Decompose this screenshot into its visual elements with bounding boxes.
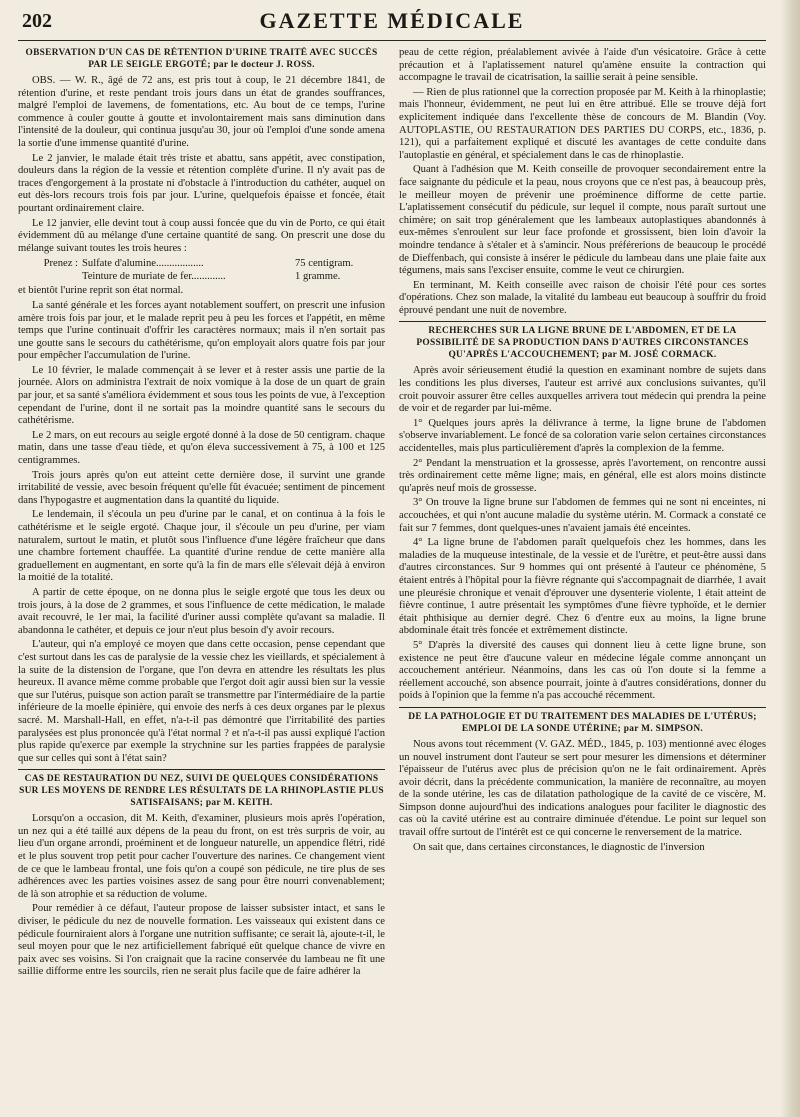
journal-title: GAZETTE MÉDICALE [259,8,525,33]
paragraph: L'auteur, qui n'a employé ce moyen que dans cette occasion, pense cependant que c'est surtout dans les cas de paralysie de la vessie chez les vieillards, et spécialement à la suite de la distension de l'organe, que l'on devra en attendre les résultats les plus heureux. Il avance même comme probable que l'ergot doit agir aussi bien sur la vessie que sur l'utérus, puisque son action paraît se transmettre par l'intermédiaire de la partie inférieure de la moelle épinière, qui envoie des nerfs à ces deux organes par le plexus sacré. M. Marshall-Hall, en effet, n'a-t-il pas démontré que l'irritabilité des parties paralysées est plus prononcée qu'à l'état normal ? et n'a-t-il pas aussi expliqué l'action plus rapide qu'exerce par exemple la strychnine sur les parties frappées de paralysie que sur celles qui sont à l'état sain? [18,639,385,764]
paragraph: 2° Pendant la menstruation et la grossesse, après l'avortement, on rencontre aussi très ordinairement cette même ligne; mais, en général, elle est alors moins distincte qu'après neuf mois de grossesse. [399,457,766,494]
right-column [399,47,766,1107]
paragraph: Nous avons tout récemment (V. GAZ. MÉD., 1845, p. 103) mentionné avec éloges un nouvel instrument dont l'auteur se sert pour mesurer les dimensions et déterminer l'épaisseur de l'utérus avec plus de précision qu'on ne le fait ordinairement. Après avoir décrit, dans la précédente communication, la manière de reconnaître, au moyen de la sonde utérine, les cas de dilatation pathologique de la cavité de ce viscère, M. Simpson donne aujourd'hui des indications analogues pour faciliter le diagnostic des cas où la cavité utérine est au contraire diminuée d'étendue. Le point sur lequel son travail offre surtout de l'intérêt est ce qui concerne le renversement de la matrice. [399,738,766,839]
article-title-uterus: DE LA PATHOLOGIE ET DU TRAITEMENT DES MALADIES DE L'UTÉRUS; EMPLOI DE LA SONDE UTÉRINE; par M. SIMPSON. [399,707,766,735]
text-columns [18,47,766,1107]
page-number: 202 [22,10,52,32]
paragraph: Lorsqu'on a occasion, dit M. Keith, d'examiner, plusieurs mois après l'opération, un nez qui a été taillé aux dépens de la peau du front, on est très surpris de voir, au lieu d'un organe arrondi, proéminent et de longueur naturelle, un appendice flétri, ridé et le plus souvent trop petit pour cacher l'ouverture des narines. Ce changement vient de ce que le lambeau frontal, une fois qu'on a coupé son pédicule, ne tire plus de ses adhérences avec les parties voisines assez de sang pour être nourri convenablement; de là son atrophie et sa réduction de volume. [18,813,385,900]
prescription-item: Teinture de muriate de fer............. [82,271,226,283]
article-title-ligne-brune: RECHERCHES SUR LA LIGNE BRUNE DE L'ABDOMEN, ET DE LA POSSIBILITÉ DE SA PRODUCTION DANS D'AUTRES CIRCONSTANCES QU'APRÈS L'ACCOUCHEMENT; par M. JOSÉ CORMACK. [399,321,766,361]
paragraph: La santé générale et les forces ayant notablement souffert, on prescrit une infusion amère trois fois par jour, et le malade reprit peu à peu les forces et l'appétit, en même temps que l'urine continuait d'offrir les caractères normaux; mais il n'en sortait pas une goutte sans le secours du cathétérisme, qu'on employait alors quatre fois par jour pour empêcher l'accumulation de l'urine. [18,299,385,362]
prescription-item: Sulfate d'alumine.................. [82,258,204,270]
paragraph: Le lendemain, il s'écoula un peu d'urine par le canal, et on continua à la fois le cathétérisme et le seigle ergoté. Chaque jour, il s'écoule un peu d'urine, per viam naturalem, surtout le matin, et plutôt sous l'influence d'une légère fraîcheur que dans une chambre fortement chauffée. La quantité d'urine rendue de cette manière alla graduellement en augmentant, en sorte qu'à la fin de mars elle s'élevait déjà à environ la moitié de la totalité. [18,509,385,584]
paragraph: Le 10 février, le malade commençait à se lever et à rester assis une partie de la journée. Alors on administra l'extrait de noix vomique à la dose de un quart de grain par jour, et sa santé s'améliora évidemment et sous tous les points de vue, à l'exception cependant de l'urine, dont il ne sortait pas la moindre quantité sans le secours du cathétérisme. [18,364,385,427]
paragraph: En terminant, M. Keith conseille avec raison de choisir l'été pour ces sortes d'opérations. Chez son malade, la vitalité du lambeau eut beaucoup à souffrir du froid éprouvé pendant une nuit de novembre. [399,279,766,316]
left-column [18,47,385,1107]
paragraph: Le 12 janvier, elle devint tout à coup aussi foncée que du vin de Porto, ce qui était évidemment dû au mélange d'une certaine quantité de sang. On prescrit une dose du mélange suivant toutes les trois heures : [18,217,385,254]
paragraph: 4° La ligne brune de l'abdomen paraît quelquefois chez les hommes, dans les maladies de la muqueuse intestinale, de la vessie et de l'urètre, et peut-être aussi dans d'autres circonstances. Sur 9 hommes qui ont présenté à l'auteur ce phénomène, 5 étaient entrés à l'hôpital pour la fièvre régnante qui s'accompagnait de diarrhée, 1 avait une pleurésie chronique et venait d'éprouver une dysenterie violente, 1 était atteint de fièvre continue, 1 autre présentait les symptômes d'une fièvre typhoïde, et le dernier était phthisique au dernier degré. Chez 6 d'entre eux au moins, la ligne brune abdominale était très foncée et extrêmement distincte. [399,537,766,637]
paragraph: peau de cette région, préalablement avivée à l'aide d'un vésicatoire. Grâce à cette précaution et à l'aplatissement naturel qu'amène ensuite la contraction qui accompagne le travail de cicatrisation, la saillie serait à peine sensible. [399,47,766,84]
page-edge-shadow [780,0,800,1117]
paragraph: 5° D'après la diversité des causes qui donnent lieu à cette ligne brune, son existence ne peut être d'aucune valeur en médecine légale comme annonçant un accouchement antérieur. Néanmoins, dans les cas où l'on doute si la femme a réellement accouché, son absence pourrait, jointe à d'autres considérations, donner du poids à l'opinion que la femme n'a pas accouché récemment. [399,639,766,702]
paragraph: 1° Quelques jours après la délivrance à terme, la ligne brune de l'abdomen s'observe invariablement. Le foncé de sa coloration varie selon certaines circonstances accidentelles, mais plus particulièrement d'après la complexion de la femme. [399,417,766,455]
paragraph: Pour remédier à ce défaut, l'auteur propose de laisser subsister intact, et sans le diviser, le pédicule du nez de nouvelle formation. Les vaisseaux qui existent dans ce pédicule fourniraient alors à l'organe une nutrition suffisante; ce serait là, ajoute-t-il, le seul moyen pour que le nez artificiellement fabriqué eût quelque chance de vivre en paix avec ses voisins. Si l'on craignait que la racine conservée du lambeau ne fît une saillie difforme entre les sourcils, rien ne serait plus facile que de faire adhérer la [18,903,385,978]
paragraph: On sait que, dans certaines circonstances, le diagnostic de l'inversion [413,841,705,853]
article-title-retention: OBSERVATION D'UN CAS DE RÉTENTION D'URINE TRAITÉ AVEC SUCCÈS PAR LE SEIGLE ERGOTÉ; par le docteur J. ROSS. [25,48,378,70]
paragraph: Quant à l'adhésion que M. Keith conseille de provoquer secondairement entre la face saignante du pédicule et la peau, nous croyons que ce n'est pas, à beaucoup près, le meilleur moyen de prévenir une proéminence difforme de cette partie. L'aplatissement consécutif du pédicule, sur lequel il compte, nous paraît surtout une chimère; on sait trop généralement que les lambeaux autoplastiques abandonnés à eux-mêmes s'enroulent sur leur face profonde et grossissent, bien loin d'avoir la moindre tendance à s'étaler et à s'amincir. Nous préférerions de beaucoup le procédé de Dieffenbach, qui consiste à insérer le pédicule du lambeau dans une plaie faite aux tégumens, mais sans l'exciser ensuite, comme le veut ce chirurgien. [399,164,766,277]
paragraph: A partir de cette époque, on ne donna plus le seigle ergoté que tous les deux ou trois jours, à la dose de 2 grammes, et sous l'influence de cette médication, le malade avait recouvré, le 1er mai, la facilité d'uriner aussi complète qu'avant sa maladie. Il abandonna le cathéter, et depuis ce jour n'eut plus besoin d'y avoir recours. [18,586,385,636]
paragraph: Après avoir sérieusement étudié la question en examinant nombre de sujets dans les conditions les plus diverses, l'auteur est arrivé aux conclusions suivantes, qu'il croit pouvoir assurer être celles auxquelles arrivera tout médecin qui prendra la peine de voir et de regarder par lui-même. [399,365,766,415]
page-header [18,0,766,41]
paragraph: 3° On trouve la ligne brune sur l'abdomen de femmes qui ne sont ni enceintes, ni accouchées, et qui n'ont aucune maladie du système utérin. M. Cormack a constaté ce fait sur 7 femmes, dont quelques-unes n'avaient jamais été enceintes. [399,497,766,534]
paragraph: OBS. — W. R., âgé de 72 ans, est pris tout à coup, le 21 décembre 1841, de rétention d'urine, et reste pendant trois jours dans un état de grandes souffrances, malgré l'emploi de lavemens, de fomentations, etc. Au bout de ce temps, l'urine commence à couler goutte à goutte et involontairement mais sans diminution dans l'intensité de la douleur, qui continua jusqu'au 30, jour où l'emploi d'une sonde amena la sortie d'une immense quantité d'urine. [18,75,385,149]
paragraph: Le 2 janvier, le malade était très triste et abattu, sans appétit, avec constipation, douleurs dans la région de la vessie et rétention complète d'urine. Il n'y avait pas de traces d'engorgement à la prostate ni d'obstacle à l'introduction du cathéter, auquel on eut dès-lors recours trois fois par jour. L'urine, quelquefois épaisse et foncée, était pourtant ordinairement claire. [18,152,385,214]
prescription-dose: 1 gramme. [295,271,341,283]
prescription-label: Prenez : [43,258,78,270]
prescription-dose: 75 centigram. [295,258,354,270]
paragraph: Le 2 mars, on eut recours au seigle ergoté donné à la dose de 50 centigram. chaque matin, dans une tasse d'eau tiède, et qu'on éleva successivement à 75, à 100 et 125 centigrammes. [18,429,385,467]
paragraph: — Rien de plus rationnel que la correction proposée par M. Keith à la rhinoplastie; mais l'honneur, évidemment, ne peut lui en être attribué. Elle se trouve déjà fort explicitement indiquée dans l'excellente thèse de concours de M. Blandin (Voy. AUTOPLASTIE, OU RESTAURATION DES PARTIES DU CORPS, etc., 1836, p. 121), qui a parfaitement expliqué et discuté les avantages de cette conduite dans l'autoplastie en général, et spécialement dans le cas de rhinoplastie. [399,86,766,161]
article-title-rhinoplastie: CAS DE RESTAURATION DU NEZ, SUIVI DE QUELQUES CONSIDÉRATIONS SUR LES MOYENS DE RENDRE LES RÉSULTATS DE LA RHINOPLASTIE PLUS SATISFAISANS; par M. KEITH. [18,769,385,809]
prescription [18,257,385,283]
paragraph: et bientôt l'urine reprit son état normal. [18,285,184,297]
paragraph: Trois jours après qu'on eut atteint cette dernière dose, il survint une grande irritabilité de vessie, avec besoin fréquent qu'elle fût évacuée; sentiment de pincement dans l'hypogastre et augmentation dans la quantité du liquide. [18,469,385,506]
